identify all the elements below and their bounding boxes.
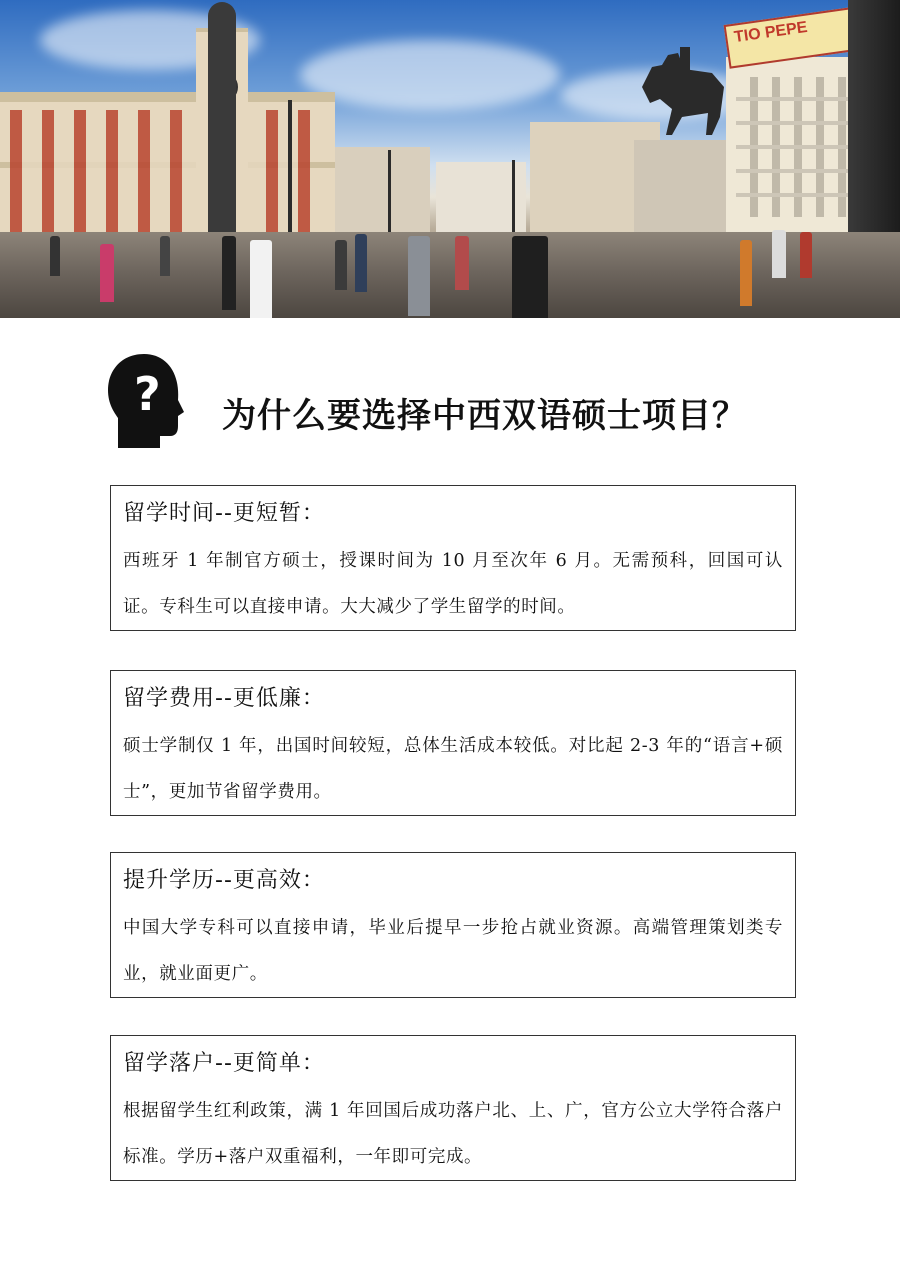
section-degree-upgrade xyxy=(110,852,796,998)
section-title: 留学时间--更短暂： xyxy=(123,501,325,526)
section-study-time xyxy=(110,485,796,631)
section-body: 中国大学专科可以直接申请，毕业后提早一步抢占就业资源。高端管理策划类专业，就业面更广。 xyxy=(123,918,783,984)
section-title: 留学费用--更低廉： xyxy=(123,686,325,711)
page-title: 为什么要选择中西双语硕士项目？ xyxy=(222,396,747,436)
tio-pepe-building xyxy=(726,57,866,232)
svg-text:?: ? xyxy=(134,367,161,421)
section-body: 根据留学生红利政策，满 1 年回国后成功落户北、上、广，官方公立大学符合落户标准。学历+落户双重福利，一年即可完成。 xyxy=(123,1101,783,1167)
section-title: 提升学历--更高效： xyxy=(123,868,325,893)
hero-photo-puerta-del-sol xyxy=(0,0,900,318)
question-head-icon xyxy=(104,352,186,450)
statue-pedestal xyxy=(634,140,734,232)
section-title: 留学落户--更简单： xyxy=(123,1051,325,1076)
plaza-ground xyxy=(0,232,900,318)
section-hukou-settlement xyxy=(110,1035,796,1181)
section-body: 硕士学制仅 1 年，出国时间较短，总体生活成本较低。对比起 2-3 年的“语言+硕士”，更加节省留学费用。 xyxy=(123,736,783,802)
section-body: 西班牙 1 年制官方硕士，授课时间为 10 月至次年 6 月。无需预科，回国可认证。专科生可以直接申请。大大减少了学生留学的时间。 xyxy=(123,551,783,617)
section-study-cost xyxy=(110,670,796,816)
tio-pepe-sign: TIO PEPE xyxy=(733,18,809,47)
equestrian-statue xyxy=(632,47,732,142)
